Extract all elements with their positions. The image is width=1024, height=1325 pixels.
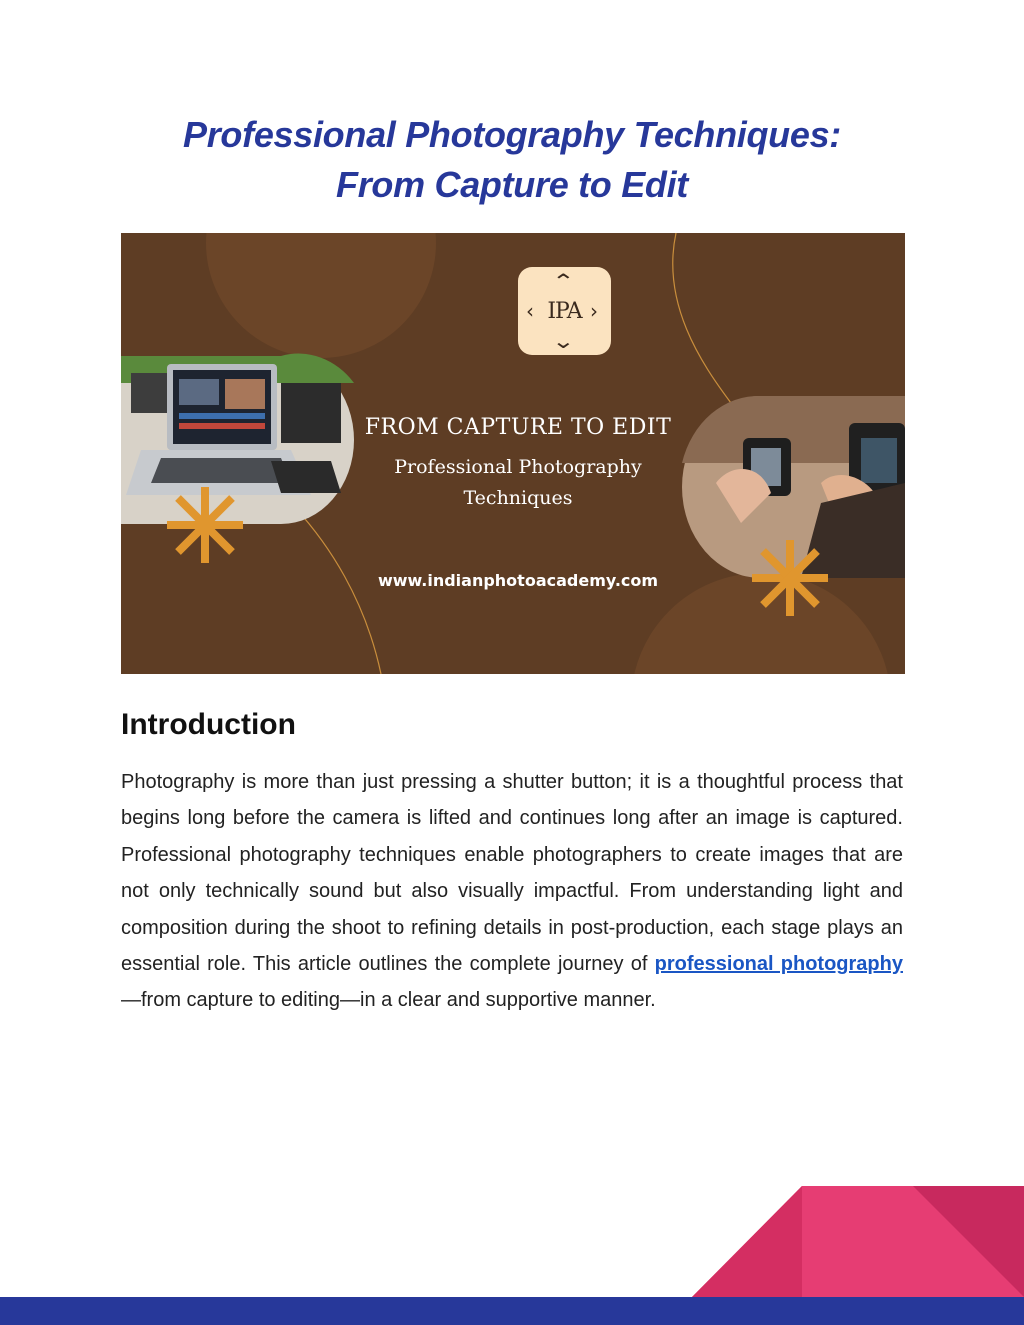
banner-arc-right <box>673 233 731 403</box>
footer-decoration <box>692 1186 1024 1297</box>
page-title-line-1: Professional Photography Techniques: <box>183 114 841 155</box>
logo-text: IPA <box>547 299 582 324</box>
banner-subtitle-line-1: Professional Photography <box>394 456 642 478</box>
banner-subtitle-line-2: Techniques <box>463 487 573 509</box>
banner-heading: FROM CAPTURE TO EDIT <box>364 415 672 440</box>
chevron-left-icon: ‹ <box>526 299 534 323</box>
hero-banner-image <box>121 233 905 674</box>
chevron-right-icon: › <box>590 299 598 323</box>
section-heading-introduction: Introduction <box>121 708 296 741</box>
page-title <box>120 110 904 210</box>
chevron-down-icon: ⌄ <box>551 329 576 353</box>
asterisk-icon-left <box>167 487 243 563</box>
asterisk-icon-right <box>752 540 828 616</box>
footer-bar <box>0 1297 1024 1325</box>
intro-text-part-1: Photography is more than just pressing a shutter button; it is a thoughtful process that begins long before the camera is lifted and continues long after an image is captured. Professional photography techniques enable photographers to create images that are not only technically sound but also visually impactful. From understanding light and composition during the shoot to refining details in post-production, each stage plays an essential role. This article outlines the complete journey of <box>121 771 903 976</box>
footer-shape-left-triangle <box>692 1186 802 1297</box>
page-title-line-2: From Capture to Edit <box>336 164 688 205</box>
intro-text-part-2: —from capture to editing—in a clear and supportive manner. <box>121 989 656 1012</box>
intro-paragraph <box>121 764 903 1019</box>
professional-photography-link[interactable]: professional photography <box>654 953 903 976</box>
banner-decor-circle-top <box>206 233 436 358</box>
chevron-up-icon: ⌃ <box>551 269 576 293</box>
banner-subtitle <box>361 452 675 514</box>
banner-url: www.indianphotoacademy.com <box>377 571 659 590</box>
ipa-logo <box>518 267 611 355</box>
laptop-photo <box>121 354 354 524</box>
